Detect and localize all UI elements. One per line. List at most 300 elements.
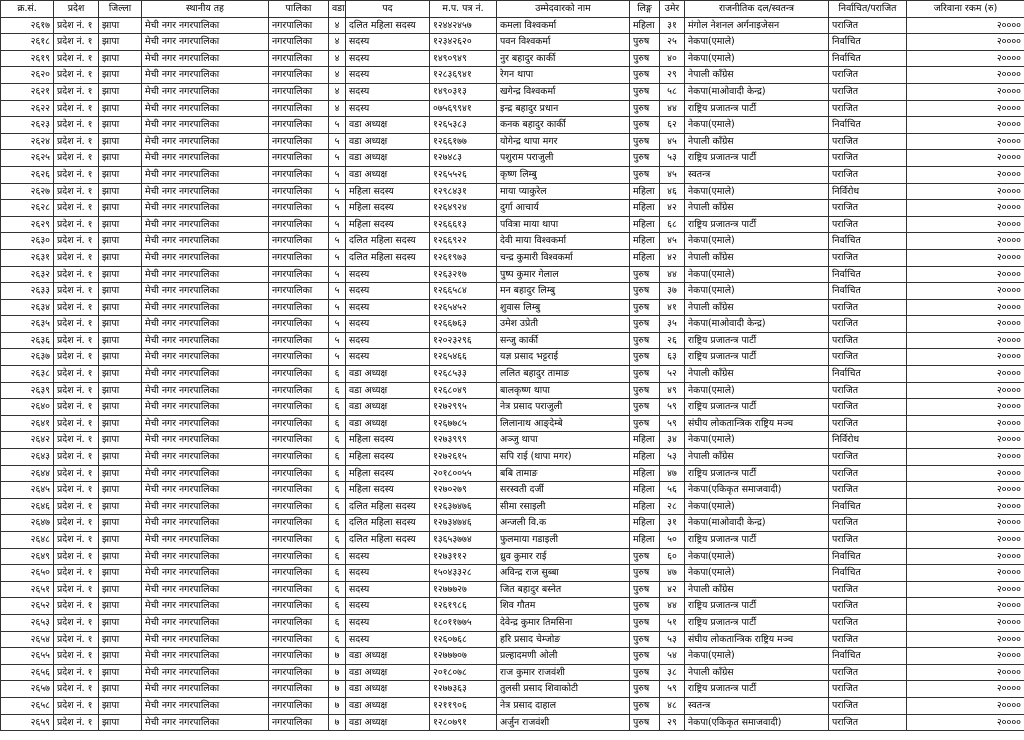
- cell-post: दलित महिला सदस्य: [346, 515, 430, 532]
- cell-party: नेकपा(एमाले): [685, 382, 829, 399]
- cell-municipality-type: नगरपालिका: [269, 216, 329, 233]
- cell-fine-amount: २००००: [907, 532, 1024, 549]
- cell-gender: महिला: [630, 200, 660, 217]
- table-row: [1, 714, 1024, 731]
- cell-fine-amount: २००००: [907, 482, 1024, 499]
- cell-age: ४५: [660, 133, 685, 150]
- cell-fine-amount: २००००: [907, 17, 1024, 34]
- table-row: [1, 399, 1024, 416]
- table-row: [1, 166, 1024, 183]
- cell-post: सदस्य: [346, 299, 430, 316]
- cell-nomination-no: १२६१९८६: [430, 598, 497, 615]
- cell-age: ४८: [660, 697, 685, 714]
- cell-age: ५६: [660, 482, 685, 499]
- cell-candidate-name: हरि प्रसाद चेम्जोङ: [497, 631, 630, 648]
- cell-gender: पुरुष: [630, 266, 660, 283]
- cell-candidate-name: सीमा रसाइली: [497, 498, 630, 515]
- cell-serial: २६२२: [1, 100, 54, 117]
- cell-province: प्रदेश नं. १: [54, 697, 99, 714]
- cell-serial: २६४३: [1, 449, 54, 466]
- cell-municipality-type: नगरपालिका: [269, 714, 329, 731]
- cell-result: निर्वाचित: [829, 283, 907, 300]
- cell-age: ३१: [660, 515, 685, 532]
- cell-nomination-no: १२७७७२७: [430, 581, 497, 598]
- cell-ward: ५: [329, 283, 346, 300]
- cell-district: झापा: [99, 283, 142, 300]
- cell-district: झापा: [99, 614, 142, 631]
- cell-party: नेकपा(माओवादी केन्द्र): [685, 515, 829, 532]
- cell-province: प्रदेश नं. १: [54, 432, 99, 449]
- cell-gender: पुरुष: [630, 316, 660, 333]
- cell-ward: ६: [329, 399, 346, 416]
- cell-district: झापा: [99, 17, 142, 34]
- cell-party: स्वतन्त्र: [685, 166, 829, 183]
- cell-gender: महिला: [630, 449, 660, 466]
- cell-party: नेपाली काँग्रेस: [685, 133, 829, 150]
- cell-district: झापा: [99, 465, 142, 482]
- cell-party: नेकपा(माओवादी केन्द्र): [685, 83, 829, 100]
- cell-local-level: मेची नगर नगरपालिका: [142, 664, 269, 681]
- cell-fine-amount: २००००: [907, 581, 1024, 598]
- cell-district: झापा: [99, 83, 142, 100]
- cell-candidate-name: देवेन्द्र कुमार तिमसिना: [497, 614, 630, 631]
- cell-post: सदस्य: [346, 581, 430, 598]
- cell-candidate-name: यज्ञ प्रसाद भट्टराई: [497, 349, 630, 366]
- cell-municipality-type: नगरपालिका: [269, 548, 329, 565]
- cell-province: प्रदेश नं. १: [54, 681, 99, 698]
- cell-district: झापा: [99, 432, 142, 449]
- cell-ward: ५: [329, 299, 346, 316]
- cell-serial: २६३८: [1, 366, 54, 383]
- cell-municipality-type: नगरपालिका: [269, 117, 329, 134]
- cell-fine-amount: २००००: [907, 332, 1024, 349]
- cell-age: ६२: [660, 117, 685, 134]
- cell-ward: ५: [329, 117, 346, 134]
- cell-municipality-type: नगरपालिका: [269, 631, 329, 648]
- table-row: [1, 50, 1024, 67]
- cell-serial: २६२६: [1, 166, 54, 183]
- cell-serial: २६५९: [1, 714, 54, 731]
- cell-district: झापा: [99, 316, 142, 333]
- cell-result: पराजित: [829, 449, 907, 466]
- cell-party: नेकपा(माओवादी केन्द्र): [685, 316, 829, 333]
- table-row: [1, 449, 1024, 466]
- cell-district: झापा: [99, 67, 142, 84]
- cell-result: पराजित: [829, 697, 907, 714]
- cell-result: पराजित: [829, 681, 907, 698]
- cell-local-level: मेची नगर नगरपालिका: [142, 465, 269, 482]
- cell-post: वडा अध्यक्ष: [346, 133, 430, 150]
- cell-party: नेकपा(एमाले): [685, 233, 829, 250]
- cell-nomination-no: १२८३६९४१: [430, 67, 497, 84]
- cell-serial: २६५१: [1, 581, 54, 598]
- cell-nomination-no: १२६१९७३: [430, 249, 497, 266]
- cell-gender: पुरुष: [630, 631, 660, 648]
- cell-ward: ६: [329, 515, 346, 532]
- cell-party: राष्ट्रिय प्रजातन्त्र पार्टी: [685, 150, 829, 167]
- cell-local-level: मेची नगर नगरपालिका: [142, 133, 269, 150]
- cell-gender: पुरुष: [630, 150, 660, 167]
- cell-local-level: मेची नगर नगरपालिका: [142, 532, 269, 549]
- cell-nomination-no: १२७७७०७: [430, 648, 497, 665]
- cell-fine-amount: २००००: [907, 249, 1024, 266]
- cell-district: झापा: [99, 449, 142, 466]
- header-result: निर्वाचित/पराजित: [829, 1, 907, 18]
- cell-result: पराजित: [829, 664, 907, 681]
- cell-fine-amount: २००००: [907, 498, 1024, 515]
- cell-result: निर्वाचित: [829, 565, 907, 582]
- cell-candidate-name: रेगन थापा: [497, 67, 630, 84]
- cell-local-level: मेची नगर नगरपालिका: [142, 83, 269, 100]
- cell-candidate-name: कनक बहादुर कार्की: [497, 117, 630, 134]
- cell-age: ६८: [660, 216, 685, 233]
- cell-post: सदस्य: [346, 332, 430, 349]
- cell-ward: ६: [329, 382, 346, 399]
- table-row: [1, 548, 1024, 565]
- cell-province: प्रदेश नं. १: [54, 449, 99, 466]
- cell-fine-amount: २००००: [907, 100, 1024, 117]
- cell-fine-amount: २००००: [907, 681, 1024, 698]
- cell-age: ४१: [660, 299, 685, 316]
- cell-district: झापा: [99, 200, 142, 217]
- cell-post: वडा अध्यक्ष: [346, 382, 430, 399]
- cell-local-level: मेची नगर नगरपालिका: [142, 166, 269, 183]
- cell-province: प्रदेश नं. १: [54, 133, 99, 150]
- cell-municipality-type: नगरपालिका: [269, 532, 329, 549]
- cell-party: नेकपा(एमाले): [685, 432, 829, 449]
- cell-candidate-name: पुष्प कुमार गेलाल: [497, 266, 630, 283]
- cell-gender: पुरुष: [630, 399, 660, 416]
- cell-gender: महिला: [630, 498, 660, 515]
- cell-municipality-type: नगरपालिका: [269, 614, 329, 631]
- cell-age: ३१: [660, 17, 685, 34]
- table-row: [1, 581, 1024, 598]
- cell-local-level: मेची नगर नगरपालिका: [142, 332, 269, 349]
- cell-municipality-type: नगरपालिका: [269, 349, 329, 366]
- cell-result: निर्विरोध: [829, 183, 907, 200]
- cell-result: पराजित: [829, 614, 907, 631]
- cell-local-level: मेची नगर नगरपालिका: [142, 449, 269, 466]
- cell-gender: पुरुष: [630, 83, 660, 100]
- cell-province: प्रदेश नं. १: [54, 598, 99, 615]
- cell-gender: महिला: [630, 482, 660, 499]
- cell-candidate-name: कमला विश्वकर्मा: [497, 17, 630, 34]
- cell-candidate-name: सपि राई (थापा मगर): [497, 449, 630, 466]
- cell-municipality-type: नगरपालिका: [269, 648, 329, 665]
- cell-local-level: मेची नगर नगरपालिका: [142, 648, 269, 665]
- cell-gender: पुरुष: [630, 548, 660, 565]
- cell-post: सदस्य: [346, 598, 430, 615]
- cell-province: प्रदेश नं. १: [54, 664, 99, 681]
- cell-district: झापा: [99, 399, 142, 416]
- cell-age: २६: [660, 332, 685, 349]
- cell-municipality-type: नगरपालिका: [269, 266, 329, 283]
- table-row: [1, 299, 1024, 316]
- cell-result: पराजित: [829, 598, 907, 615]
- cell-district: झापा: [99, 482, 142, 499]
- cell-local-level: मेची नगर नगरपालिका: [142, 100, 269, 117]
- cell-gender: पुरुष: [630, 332, 660, 349]
- table-row: [1, 249, 1024, 266]
- cell-ward: ५: [329, 332, 346, 349]
- cell-district: झापा: [99, 648, 142, 665]
- cell-local-level: मेची नगर नगरपालिका: [142, 415, 269, 432]
- cell-result: निर्वाचित: [829, 266, 907, 283]
- cell-district: झापा: [99, 498, 142, 515]
- cell-result: पराजित: [829, 515, 907, 532]
- cell-party: राष्ट्रिय प्रजातन्त्र पार्टी: [685, 598, 829, 615]
- cell-result: पराजित: [829, 532, 907, 549]
- header-candidate-name: उम्मेदवारको नाम: [497, 1, 630, 18]
- cell-age: २९: [660, 714, 685, 731]
- cell-party: संघीय लोकतान्त्रिक राष्ट्रिय मञ्च: [685, 631, 829, 648]
- table-row: [1, 515, 1024, 532]
- cell-local-level: मेची नगर नगरपालिका: [142, 697, 269, 714]
- cell-result: पराजित: [829, 216, 907, 233]
- cell-gender: पुरुष: [630, 117, 660, 134]
- cell-age: २९: [660, 67, 685, 84]
- cell-post: वडा अध्यक्ष: [346, 664, 430, 681]
- cell-fine-amount: २००००: [907, 233, 1024, 250]
- cell-gender: महिला: [630, 233, 660, 250]
- cell-province: प्रदेश नं. १: [54, 349, 99, 366]
- cell-age: ४७: [660, 465, 685, 482]
- cell-nomination-no: १८०११७७५: [430, 614, 497, 631]
- cell-age: ५०: [660, 532, 685, 549]
- cell-nomination-no: १२६६७६३: [430, 316, 497, 333]
- cell-result: पराजित: [829, 399, 907, 416]
- cell-nomination-no: १२६८०४९: [430, 382, 497, 399]
- table-row: [1, 664, 1024, 681]
- cell-municipality-type: नगरपालिका: [269, 432, 329, 449]
- cell-district: झापा: [99, 581, 142, 598]
- cell-post: महिला सदस्य: [346, 465, 430, 482]
- cell-nomination-no: १२७७३६३: [430, 681, 497, 698]
- cell-candidate-name: राज कुमार राजवंशी: [497, 664, 630, 681]
- cell-municipality-type: नगरपालिका: [269, 399, 329, 416]
- cell-fine-amount: २००००: [907, 515, 1024, 532]
- cell-post: सदस्य: [346, 349, 430, 366]
- cell-serial: २६४४: [1, 465, 54, 482]
- cell-age: ५४: [660, 648, 685, 665]
- cell-nomination-no: २०१८०७८: [430, 664, 497, 681]
- cell-municipality-type: नगरपालिका: [269, 166, 329, 183]
- header-post: पद: [346, 1, 430, 18]
- cell-post: वडा अध्यक्ष: [346, 166, 430, 183]
- cell-candidate-name: शिव गौतम: [497, 598, 630, 615]
- cell-serial: २६२७: [1, 183, 54, 200]
- cell-fine-amount: २००००: [907, 316, 1024, 333]
- cell-fine-amount: २००००: [907, 714, 1024, 731]
- cell-gender: पुरुष: [630, 133, 660, 150]
- cell-nomination-no: १२६६५८४: [430, 283, 497, 300]
- cell-district: झापा: [99, 117, 142, 134]
- cell-candidate-name: लिलानाथ आङ्देम्बे: [497, 415, 630, 432]
- cell-ward: ६: [329, 449, 346, 466]
- cell-province: प्रदेश नं. १: [54, 233, 99, 250]
- header-gender: लिङ्ग: [630, 1, 660, 18]
- cell-local-level: मेची नगर नगरपालिका: [142, 316, 269, 333]
- cell-party: संघीय लोकतान्त्रिक राष्ट्रिय मञ्च: [685, 415, 829, 432]
- cell-serial: २६४२: [1, 432, 54, 449]
- cell-party: राष्ट्रिय प्रजातन्त्र पार्टी: [685, 100, 829, 117]
- cell-municipality-type: नगरपालिका: [269, 565, 329, 582]
- cell-gender: पुरुष: [630, 697, 660, 714]
- cell-province: प्रदेश नं. १: [54, 17, 99, 34]
- header-row: [1, 1, 1024, 18]
- cell-ward: ५: [329, 316, 346, 333]
- cell-municipality-type: नगरपालिका: [269, 664, 329, 681]
- cell-municipality-type: नगरपालिका: [269, 233, 329, 250]
- cell-result: पराजित: [829, 465, 907, 482]
- cell-post: दलित महिला सदस्य: [346, 532, 430, 549]
- cell-district: झापा: [99, 100, 142, 117]
- cell-municipality-type: नगरपालिका: [269, 67, 329, 84]
- cell-party: नेपाली काँग्रेस: [685, 67, 829, 84]
- cell-age: ३७: [660, 283, 685, 300]
- cell-serial: २६३५: [1, 316, 54, 333]
- table-row: [1, 216, 1024, 233]
- cell-province: प्रदेश नं. १: [54, 183, 99, 200]
- cell-local-level: मेची नगर नगरपालिका: [142, 50, 269, 67]
- cell-post: वडा अध्यक्ष: [346, 648, 430, 665]
- cell-age: ४९: [660, 382, 685, 399]
- cell-province: प्रदेश नं. १: [54, 465, 99, 482]
- cell-result: निर्वाचित: [829, 34, 907, 51]
- cell-nomination-no: १२४४२४५७: [430, 17, 497, 34]
- cell-age: ४४: [660, 266, 685, 283]
- cell-municipality-type: नगरपालिका: [269, 366, 329, 383]
- cell-serial: २६५८: [1, 697, 54, 714]
- cell-local-level: मेची नगर नगरपालिका: [142, 17, 269, 34]
- cell-municipality-type: नगरपालिका: [269, 515, 329, 532]
- cell-party: राष्ट्रिय प्रजातन्त्र पार्टी: [685, 532, 829, 549]
- cell-nomination-no: १२६६१७७: [430, 133, 497, 150]
- cell-serial: २६४१: [1, 415, 54, 432]
- cell-ward: ४: [329, 100, 346, 117]
- cell-nomination-no: १२७३९९९: [430, 432, 497, 449]
- cell-gender: पुरुष: [630, 415, 660, 432]
- cell-district: झापा: [99, 548, 142, 565]
- cell-post: महिला सदस्य: [346, 449, 430, 466]
- cell-serial: २६५७: [1, 681, 54, 698]
- cell-post: दलित महिला सदस्य: [346, 17, 430, 34]
- cell-nomination-no: १२७२९९५: [430, 399, 497, 416]
- cell-candidate-name: कृष्ण लिम्बु: [497, 166, 630, 183]
- cell-post: सदस्य: [346, 631, 430, 648]
- cell-district: झापा: [99, 366, 142, 383]
- header-fine-amount: जरिवाना रकम (रु): [907, 1, 1024, 18]
- cell-serial: २६५४: [1, 631, 54, 648]
- table-row: [1, 614, 1024, 631]
- cell-local-level: मेची नगर नगरपालिका: [142, 366, 269, 383]
- cell-ward: ६: [329, 432, 346, 449]
- cell-party: राष्ट्रिय प्रजातन्त्र पार्टी: [685, 349, 829, 366]
- cell-ward: ६: [329, 532, 346, 549]
- cell-candidate-name: सरस्वती दर्जी: [497, 482, 630, 499]
- cell-post: महिला सदस्य: [346, 183, 430, 200]
- cell-party: नेकपा(एमाले): [685, 183, 829, 200]
- cell-party: नेकपा(एमाले): [685, 548, 829, 565]
- cell-ward: ६: [329, 565, 346, 582]
- cell-ward: ४: [329, 34, 346, 51]
- cell-province: प्रदेश नं. १: [54, 581, 99, 598]
- cell-province: प्रदेश नं. १: [54, 498, 99, 515]
- cell-result: पराजित: [829, 631, 907, 648]
- cell-ward: ५: [329, 166, 346, 183]
- cell-gender: पुरुष: [630, 648, 660, 665]
- cell-gender: पुरुष: [630, 34, 660, 51]
- cell-municipality-type: नगरपालिका: [269, 316, 329, 333]
- table-row: [1, 465, 1024, 482]
- table-row: [1, 332, 1024, 349]
- cell-post: सदस्य: [346, 100, 430, 117]
- cell-serial: २६१८: [1, 34, 54, 51]
- cell-age: ५१: [660, 614, 685, 631]
- cell-serial: २६५०: [1, 565, 54, 582]
- cell-result: पराजित: [829, 332, 907, 349]
- cell-serial: २६३९: [1, 382, 54, 399]
- table-row: [1, 349, 1024, 366]
- cell-serial: २६३०: [1, 233, 54, 250]
- cell-result: निर्विरोध: [829, 432, 907, 449]
- table-row: [1, 532, 1024, 549]
- cell-district: झापा: [99, 133, 142, 150]
- cell-gender: पुरुष: [630, 366, 660, 383]
- cell-result: पराजित: [829, 83, 907, 100]
- cell-result: पराजित: [829, 200, 907, 217]
- table-row: [1, 565, 1024, 582]
- cell-candidate-name: सन्जु कार्की: [497, 332, 630, 349]
- cell-result: पराजित: [829, 249, 907, 266]
- cell-candidate-name: ललित बहादुर तामाङ: [497, 366, 630, 383]
- cell-age: ४५: [660, 233, 685, 250]
- cell-age: ५३: [660, 449, 685, 466]
- header-local-level: स्थानीय तह: [142, 1, 269, 18]
- cell-post: दलित महिला सदस्य: [346, 249, 430, 266]
- cell-party: राष्ट्रिय प्रजातन्त्र पार्टी: [685, 216, 829, 233]
- cell-district: झापा: [99, 664, 142, 681]
- cell-result: पराजित: [829, 349, 907, 366]
- cell-age: ४४: [660, 598, 685, 615]
- cell-province: प्रदेश नं. १: [54, 565, 99, 582]
- cell-ward: ५: [329, 266, 346, 283]
- cell-district: झापा: [99, 166, 142, 183]
- cell-fine-amount: २००००: [907, 399, 1024, 416]
- cell-gender: पुरुष: [630, 299, 660, 316]
- cell-result: पराजित: [829, 714, 907, 731]
- cell-district: झापा: [99, 266, 142, 283]
- cell-nomination-no: १३६५३७७४: [430, 532, 497, 549]
- cell-local-level: मेची नगर नगरपालिका: [142, 399, 269, 416]
- cell-ward: ६: [329, 598, 346, 615]
- cell-ward: ४: [329, 83, 346, 100]
- cell-province: प्रदेश नं. १: [54, 100, 99, 117]
- cell-gender: पुरुष: [630, 50, 660, 67]
- cell-fine-amount: २००००: [907, 349, 1024, 366]
- cell-party: राष्ट्रिय प्रजातन्त्र पार्टी: [685, 399, 829, 416]
- cell-district: झापा: [99, 714, 142, 731]
- cell-candidate-name: नेत्र प्रसाद पराजुली: [497, 399, 630, 416]
- cell-nomination-no: १२७४८३: [430, 150, 497, 167]
- cell-party: नेपाली काँग्रेस: [685, 299, 829, 316]
- cell-candidate-name: मन बहादुर लिम्बु: [497, 283, 630, 300]
- cell-nomination-no: १२९८४३१: [430, 183, 497, 200]
- cell-candidate-name: देवी माया विश्वकर्मा: [497, 233, 630, 250]
- cell-district: झापा: [99, 697, 142, 714]
- table-row: [1, 382, 1024, 399]
- cell-nomination-no: १२६७७८५: [430, 415, 497, 432]
